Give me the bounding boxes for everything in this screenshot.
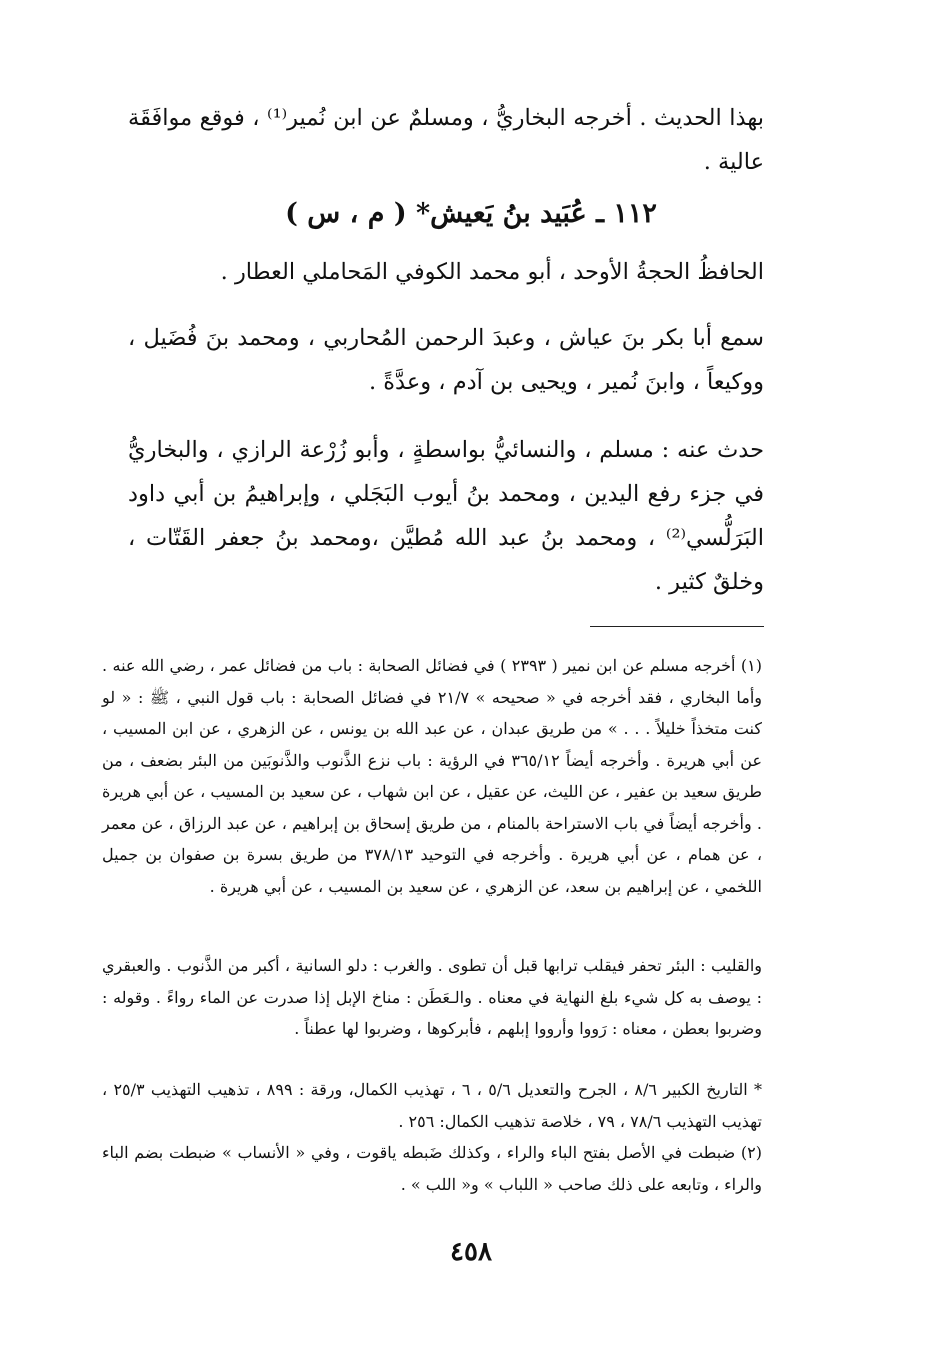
footnote-1: (١) أخرجه مسلم عن ابن نمير ( ٢٣٩٣ ) في فضائل الصحابة : باب من فضائل عمر ، رضي الله عنه . وأما البخاري ، فقد أخرجه في « صحيحه » ٢١/٧ في فضائل الصحابة : باب قول النبي ، ﷺ : « لو كنت متخذاً خليلاً . . . » من طريق عبدان ، عن عبد الله بن يونس ، عن الزهري ، عن ابن المسيب ، عن أبي هريرة . وأخرجه أيضاً ٣٦٥/١٢ في الرؤية : باب نزع الذَّنوب والذَّنوبَين من البئر بضعف ، من طريق سعيد بن عفير ، عن الليث، عن عقيل ، عن ابن شهاب ، عن سعيد بن المسيب ، عن أبي هريرة . وأخرجه أيضاً في باب الاستراحة بالمنام ، من طريق إسحاق بن إبراهيم ، عن عبد الرزاق ، عن معمر ، عن همام ، عن أبي هريرة . وأخرجه في التوحيد ٣٧٨/١٣ من طريق بسرة بن صفوان بن جميل اللخمي ، عن إبراهيم بن سعد، عن الزهري ، عن سعيد بن المسيب ، عن أبي هريرة .	[102, 656, 763, 896]
page-number: ٤٥٨	[450, 1237, 492, 1267]
intro-paragraph: بهذا الحديث . أخرجه البخاريُّ ، ومسلمٌ عن ابن نُمير⁽¹⁾ ، فوقع موافَقَة عالية .	[128, 105, 764, 175]
students-paragraph: حدث عنه : مسلم ، والنسائيُّ بواسطةٍ ، وأبو زُرْعة الرازي ، والبخاريُّ في جزء رفع اليدين ، ومحمد بنُ أيوب البَجَلي ، وإبراهيمُ بن أبي داود البَرَلُّسي⁽²⁾ ، ومحمد بنُ عبد الله مُطيَّن ،ومحمد بنُ جعفر القَتّات ، وخلقٌ كثير .	[128, 437, 764, 595]
teachers-paragraph: سمع أبا بكر بنَ عياش ، وعبدَ الرحمن المُحاربي ، ومحمد بنَ فُضَيل ، ووكيعاً ، وابنَ نُمير ، ويحيى بن آدم ، وعدَّةً .	[128, 325, 764, 395]
footnote-sources: * التاريخ الكبير ٨/٦ ، الجرح والتعديل ٥/٦ ، ٦ ، تهذيب الكمال، ورقة : ٨٩٩ ، تذهيب التهذيب ٢٥/٣ ، تهذيب التهذيب ٧٨/٦ ، ٧٩ ، خلاصة تذهيب الكمال: ٢٥٦ .	[102, 1080, 762, 1131]
description-paragraph: الحافظُ الحجةُ الأوحد ، أبو محمد الكوفي المَحاملي العطار .	[220, 259, 764, 285]
footnote-2: (٢) ضبطت في الأصل بفتح الباء والراء ، وكذلك ضَبطه ياقوت ، وفي « الأنساب » ضبطت بضم الباء والراء ، وتابعه على ذلك صاحب « اللباب » و« اللب » .	[102, 1143, 762, 1194]
footnote-1-continued: والقليب : البئر تحفر فيقلب ترابها قبل أن تطوى . والغرب : دلو السانية ، أكبر من الذَّنوب . والعبقري : يوصف به كل شيء بلغ النهاية في معناه . والـعَطَن : مناخ الإبل إذا صدرت عن الماء رواءً . وقوله : وضربوا بعطن ، معناه : رَووا وأرووا إبلهم ، فأبركوها ، وضربوا لها عطناً .	[102, 956, 762, 1038]
biography-heading: ١١٢ ـ عُبَيد بنُ يَعيش* ( م ، س )	[285, 198, 657, 229]
footnote-separator	[590, 626, 764, 627]
